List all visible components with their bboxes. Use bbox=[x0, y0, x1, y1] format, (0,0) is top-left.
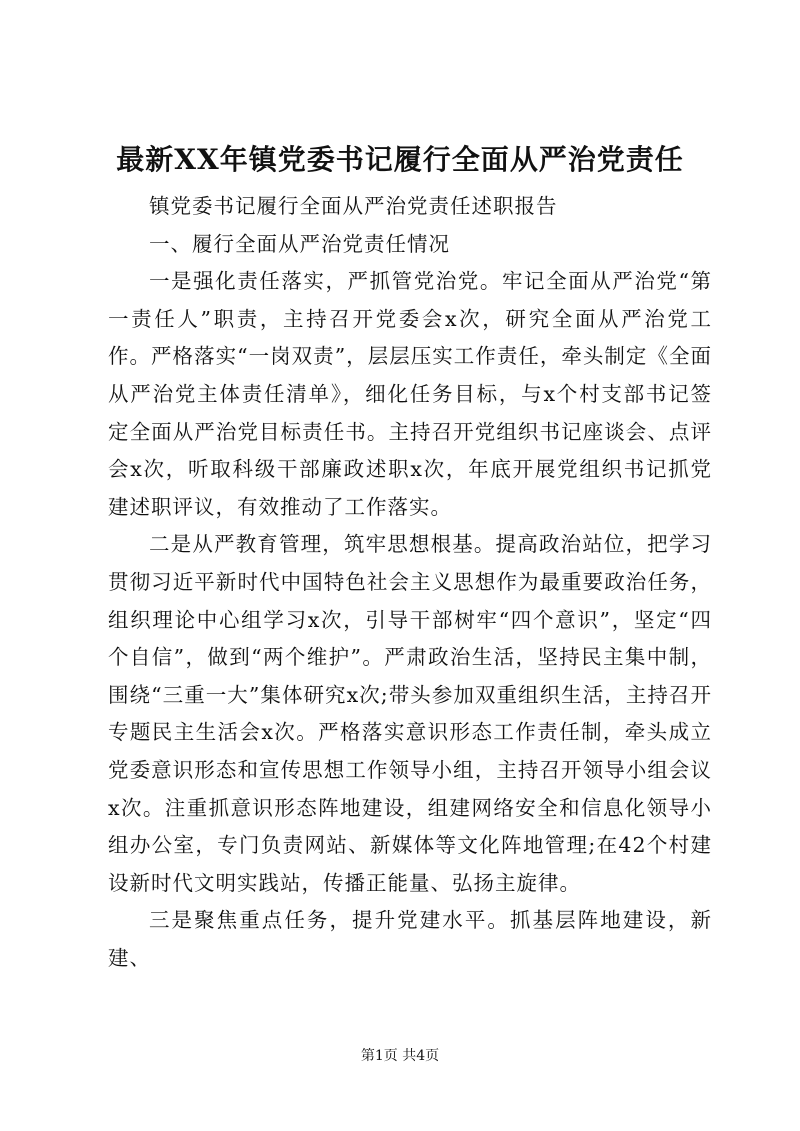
document-title: 最新XX年镇党委书记履行全面从严治党责任 bbox=[116, 143, 684, 176]
document-body bbox=[108, 188, 712, 977]
body-paragraph-3: 三是聚焦重点任务，提升党建水平。抓基层阵地建设，新建、 bbox=[108, 908, 712, 970]
page-number-footer: 第1页 共4页 bbox=[360, 1048, 440, 1064]
report-subtitle: 镇党委书记履行全面从严治党责任述职报告 bbox=[149, 194, 558, 218]
section-heading: 一、履行全面从严治党责任情况 bbox=[149, 231, 450, 256]
body-paragraph-2: 二是从严教育管理，筑牢思想根基。提高政治站位，把学习贯彻习近平新时代中国特色社会主义思想作为最重要政治任务，组织理论中心组学习x次，引导干部树牢“四个意识”，坚定“四个自信”，做到“两个维护”。严肃政治生活，坚持民主集中制，围绕“三重一大”集体研究x次;带头参加双重组织生活，主持召开专题民主生活会x次。严格落实意识形态工作责任制，牵头成立党委意识形态和宣传思想工作领导小组，主持召开领导小组会议x次。注重抓意识形态阵地建设，组建网络安全和信息化领导小组办公室，专门负责网站、新媒体等文化阵地管理;在42个村建设新时代文明实践站，传播正能量、弘扬主旋律。 bbox=[108, 532, 712, 895]
body-paragraph-1: 一是强化责任落实，严抓管党治党。牢记全面从严治党“第一责任人”职责，主持召开党委会x次，研究全面从严治党工作。严格落实“一岗双责”，层层压实工作责任，牵头制定《全面从严治党主体责任清单》，细化任务目标，与x个村支部书记签定全面从严治党目标责任书。主持召开党组织书记座谈会、点评会x次，听取科级干部廉政述职x次，年底开展党组织书记抓党建述职评议，有效推动了工作落实。 bbox=[108, 269, 712, 519]
